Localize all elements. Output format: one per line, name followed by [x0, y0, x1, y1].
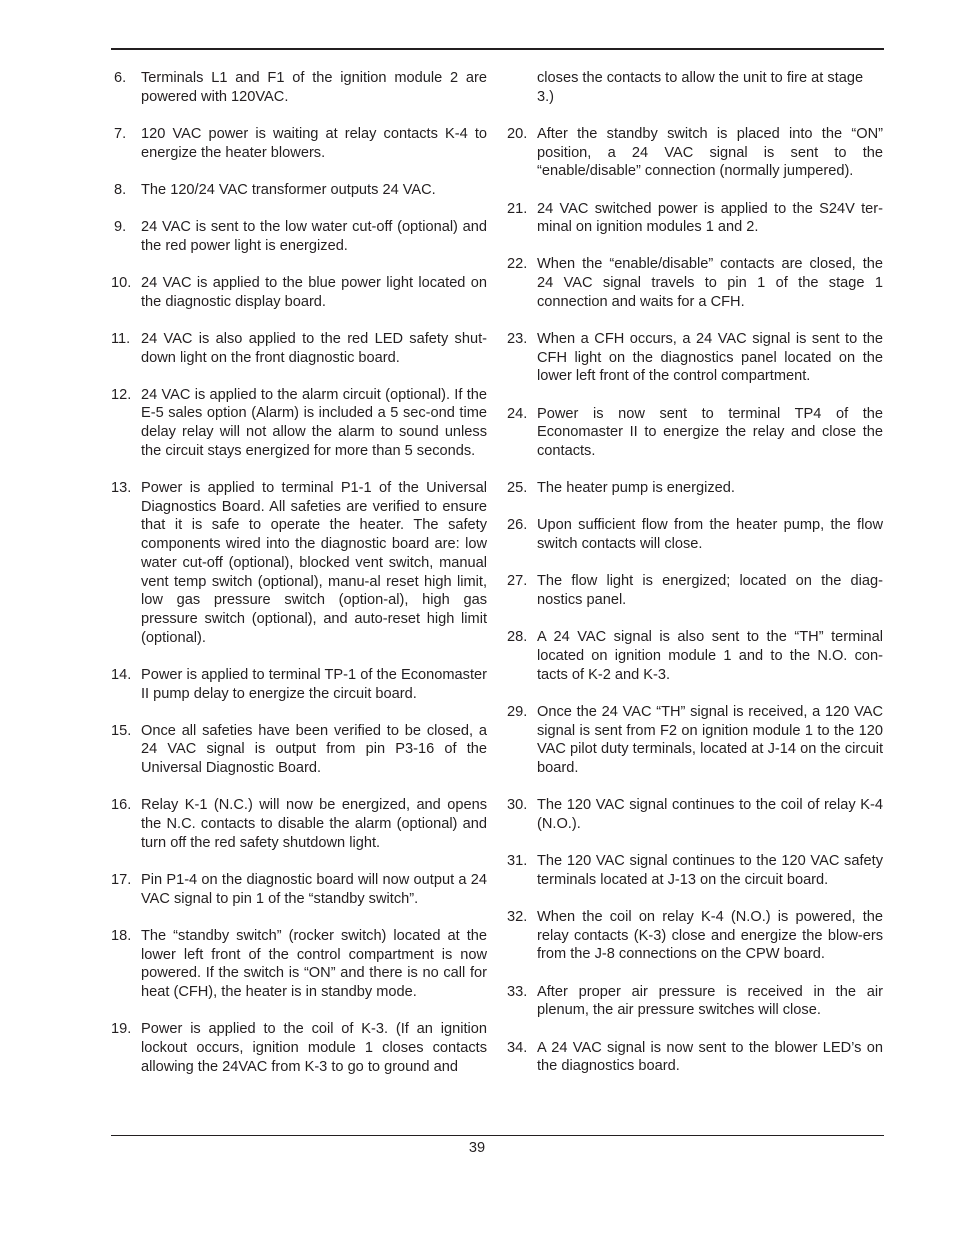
item-number: 23.: [507, 331, 528, 348]
item-number: 26.: [507, 517, 528, 534]
item-number: 13.: [111, 480, 132, 497]
item-text: Power is applied to the coil of K-3. (If an ignition lockout occurs, ignition module 1 closes contacts allowing the 24VAC from K-3 to go to ground and: [141, 1021, 487, 1075]
left-column: [111, 69, 487, 1095]
item-number: 34.: [507, 1039, 528, 1056]
list-item: [507, 330, 883, 386]
item-text: When the coil on relay K-4 (N.O.) is powered, the relay contacts (K-3) close and energize the blow-ers from the J-8 connections on the CPW board.: [537, 909, 883, 963]
item-text: Power is applied to terminal TP-1 of the Economaster II pump delay to energize the circuit board.: [141, 666, 487, 702]
item-number: 9.: [114, 219, 127, 236]
item-number: 19.: [111, 1021, 132, 1038]
list-item: [507, 572, 883, 609]
item-text: A 24 VAC signal is also sent to the “TH” terminal located on ignition module 1 and to the N.O. con-tacts of K-2 and K-3.: [537, 629, 883, 683]
list-item: [111, 181, 487, 200]
item-number: 16.: [111, 797, 132, 814]
item-text: Once the 24 VAC “TH” signal is received, a 120 VAC signal is sent from F2 on ignition module 1 to the 120 VAC pilot duty terminals, located at J-14 on the circuit board.: [537, 703, 883, 776]
item-text: After the standby switch is placed into the “ON” position, a 24 VAC signal is sent to the “enable/disable” connection (normally jumpered).: [537, 125, 883, 180]
item-text: 120 VAC power is waiting at relay contacts K-4 to energize the heater blowers.: [141, 125, 487, 161]
list-item: [111, 386, 487, 461]
item-number: 15.: [111, 722, 132, 739]
item-number: 24.: [507, 405, 528, 422]
page-number: 39: [468, 1140, 486, 1156]
item-text: Power is now sent to terminal TP4 of the Economaster II to energize the relay and close the contacts.: [537, 405, 883, 460]
list-item: [111, 125, 487, 162]
continued-text: closes the contacts to allow the unit to fire at stage 3.): [537, 70, 864, 105]
header-rule: [111, 48, 884, 50]
item-text: Pin P1-4 on the diagnostic board will now output a 24 VAC signal to pin 1 of the “standby switch”.: [141, 872, 487, 907]
list-item: [111, 666, 487, 703]
list-item: [507, 125, 883, 181]
item-number: 21.: [507, 200, 528, 217]
list-item: [507, 628, 883, 684]
item-number: 8.: [114, 181, 127, 198]
item-number: 30.: [507, 797, 528, 814]
item-number: 10.: [111, 274, 132, 291]
item-number: 14.: [111, 666, 132, 683]
list-item: [507, 908, 883, 964]
list-item: [111, 218, 487, 255]
list-item: [507, 703, 883, 778]
item-text: 24 VAC is applied to the blue power light located on the diagnostic display board.: [141, 274, 487, 310]
list-item: [507, 405, 883, 461]
list-item: [507, 983, 883, 1020]
item-number: 27.: [507, 573, 528, 590]
list-item: [507, 479, 883, 498]
item-number: 12.: [111, 386, 132, 403]
item-text: When the “enable/disable” contacts are closed, the 24 VAC signal travels to pin 1 of the stage 1 connection and waits for a CFH.: [537, 256, 883, 310]
item-text: When a CFH occurs, a 24 VAC signal is sent to the CFH light on the diagnostics panel located on the lower left front of the control compartment.: [537, 331, 883, 385]
item-text: 24 VAC is sent to the low water cut-off (optional) and the red power light is energized.: [141, 219, 487, 254]
item-number: 11.: [111, 330, 131, 347]
list-item: [111, 274, 487, 311]
item-number: 25.: [507, 480, 528, 497]
item-number: 17.: [111, 872, 132, 888]
list-item: [507, 200, 883, 237]
list-item: [111, 927, 487, 1002]
item-text: The heater pump is energized.: [537, 480, 735, 497]
footer-rule: [111, 1135, 884, 1136]
list-item: [111, 796, 487, 852]
item-text: The flow light is energized; located on the diag-nostics panel.: [537, 573, 883, 609]
list-item: [111, 1020, 487, 1076]
item-text: The 120 VAC signal continues to the coil of relay K-4 (N.O.).: [537, 797, 883, 832]
list-item: [507, 255, 883, 311]
item-text: The 120 VAC signal continues to the 120 VAC safety terminals located at J-13 on the circuit board.: [537, 853, 883, 888]
item-text: Once all safeties have been verified to be closed, a 24 VAC signal is output from pin P3-16 of the Universal Diagnostic Board.: [141, 722, 487, 777]
item-text: The “standby switch” (rocker switch) located at the lower left front of the control compartment is now powered. If the switch is “ON” and there is no call for heat (CFH), the heater is in standby mode.: [141, 927, 487, 1001]
item-number: 18.: [111, 927, 132, 944]
item-number: 7.: [114, 125, 127, 142]
item-text: Terminals L1 and F1 of the ignition module 2 are powered with 120VAC.: [141, 70, 487, 105]
item-number: 6.: [114, 70, 127, 86]
list-item: [111, 871, 487, 908]
list-item: [507, 796, 883, 833]
item-number: 31.: [507, 853, 528, 870]
item-text: 24 VAC is also applied to the red LED safety shut-down light on the front diagnostic board.: [141, 330, 487, 366]
item-text: Upon sufficient flow from the heater pump, the flow switch contacts will close.: [537, 517, 883, 553]
item-number: 28.: [507, 629, 528, 646]
item-text: 24 VAC is applied to the alarm circuit (optional). If the E-5 sales option (Alarm) is included a 5 sec-ond time delay relay will not allow the alarm to sound unless the circuit stays energized for more than 5 seconds.: [141, 386, 487, 459]
list-item: [507, 852, 883, 889]
item-text: 24 VAC switched power is applied to the S24V ter-minal on ignition modules 1 and 2.: [537, 200, 883, 236]
list-item: [507, 1039, 883, 1076]
item-number: 33.: [507, 983, 528, 1000]
item-text: After proper air pressure is received in the air plenum, the air pressure switches will close.: [537, 983, 883, 1019]
item-number: 32.: [507, 909, 528, 925]
list-item: [111, 330, 487, 367]
item-number: 29.: [507, 703, 528, 720]
right-column: [507, 69, 883, 1094]
list-item: [111, 722, 487, 778]
list-item: [111, 479, 487, 647]
item-text: The 120/24 VAC transformer outputs 24 VAC.: [141, 181, 436, 198]
list-item: [507, 516, 883, 553]
item-text: A 24 VAC signal is now sent to the blower LED’s on the diagnostics board.: [537, 1039, 883, 1075]
item-text: Relay K-1 (N.C.) will now be energized, and opens the N.C. contacts to disable the alarm (optional) and turn off the red safety shutdown light.: [141, 797, 487, 851]
list-item: [111, 69, 487, 106]
item-number: 22.: [507, 256, 528, 273]
item-number: 20.: [507, 125, 528, 142]
item-text: Power is applied to terminal P1-1 of the Universal Diagnostics Board. All safeties are verified to ensure that it is safe to operate the heater. The safety components wired into the diagnostic board are: low water cut-off (optional), blocked vent switch, manual vent temp switch (optional), manu-al reset high limit, low gas pressure switch (option-al), high gas pressure switch (optional), and auto-reset high limit (optional).: [141, 480, 487, 646]
